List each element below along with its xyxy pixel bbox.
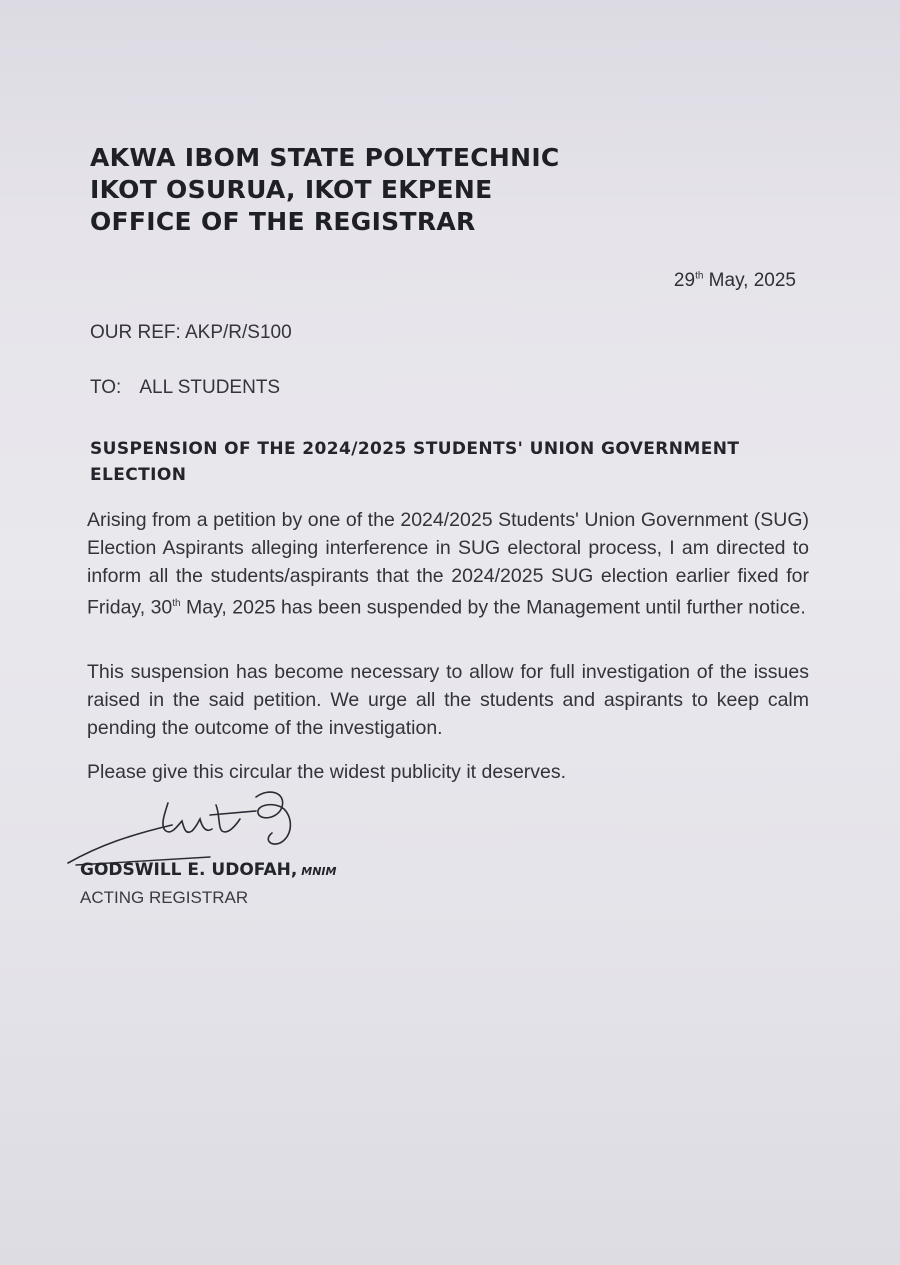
office-name: OFFICE OF THE REGISTRAR <box>90 207 476 236</box>
signatory-name <box>80 860 336 880</box>
letter-subject: SUSPENSION OF THE 2024/2025 STUDENTS' UNION GOVERNMENT ELECTION <box>90 439 740 485</box>
date-day: 29 <box>673 270 696 291</box>
date-suffix: th <box>695 270 704 282</box>
recipient-value: ALL STUDENTS <box>139 377 281 398</box>
date-rest: May, 2025 <box>703 270 796 291</box>
reference-number: OUR REF: AKP/R/S100 <box>90 322 292 343</box>
signatory-title: ACTING REGISTRAR <box>80 888 249 907</box>
para1-text-b: May, 2025 has been suspended by the Management until further notice. <box>180 596 806 619</box>
body-paragraph-1 <box>87 506 809 622</box>
para1-text-a: Arising from a petition by one of the 2024/2025 Students' Union Government (SUG) Election Aspirants alleging interference in SUG electoral process, I am directed to inform all the students/aspirants that the 2024/2025 SUG election earlier fixed for Friday, 30 <box>87 509 809 619</box>
institution-name: AKWA IBOM STATE POLYTECHNIC <box>90 143 560 172</box>
signatory-postnominal: MNIM <box>301 865 337 878</box>
institution-address: IKOT OSURUA, IKOT EKPENE <box>90 175 493 204</box>
body-paragraph-2: This suspension has become necessary to allow for full investigation of the issues raised in the said petition. We urge all the students and aspirants to keep calm pending the outcome of the investigation. <box>87 661 809 739</box>
para1-sup: th <box>172 598 181 609</box>
body-paragraph-3: Please give this circular the widest publicity it deserves. <box>87 761 567 783</box>
recipient-label: TO: <box>90 377 122 398</box>
recipient-line <box>90 377 280 399</box>
letterhead <box>90 142 560 238</box>
signatory-full-name: GODSWILL E. UDOFAH, <box>80 860 298 880</box>
letter-date <box>674 270 796 292</box>
